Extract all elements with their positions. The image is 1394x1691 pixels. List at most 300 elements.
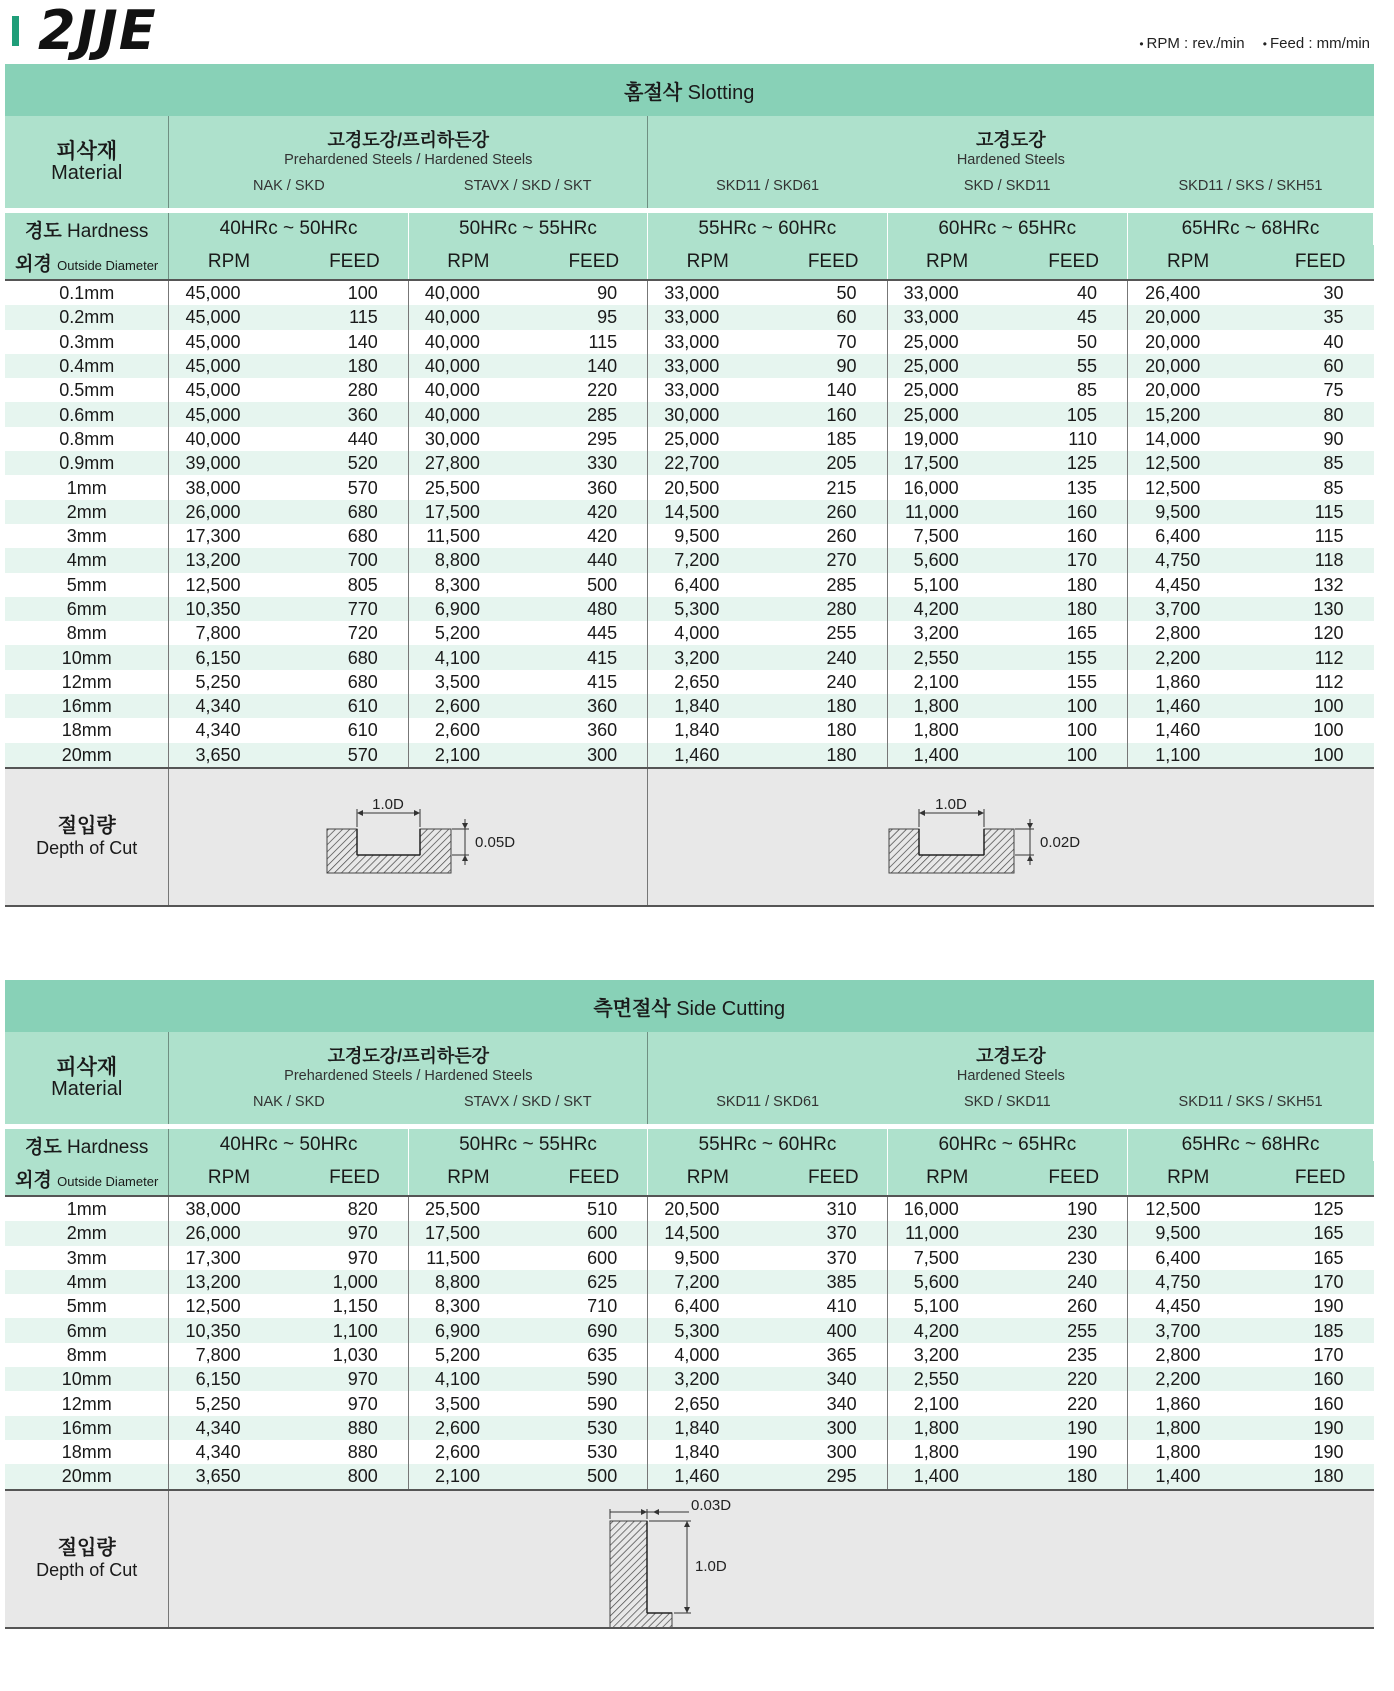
rpm-cell: 9,500 — [1128, 1221, 1249, 1245]
feed-cell: 170 — [1248, 1270, 1373, 1294]
rpm-cell: 12,500 — [1128, 1196, 1249, 1221]
rpm-cell: 4,340 — [169, 1440, 289, 1464]
rpm-cell: 11,500 — [408, 524, 528, 548]
diameter-cell: 6mm — [5, 1318, 169, 1342]
rpm-cell: 40,000 — [408, 280, 528, 305]
rpm-cell: 2,550 — [887, 645, 1007, 669]
hardness-label: 경도 Hardness — [5, 213, 169, 245]
rpm-cell: 2,100 — [408, 743, 528, 768]
hardness-label: 경도 Hardness — [5, 1129, 169, 1161]
diameter-cell: 2mm — [5, 500, 169, 524]
feed-cell: 160 — [1248, 1367, 1373, 1391]
rpm-cell: 40,000 — [408, 402, 528, 426]
feed-cell: 100 — [1007, 694, 1128, 718]
feed-cell: 190 — [1248, 1440, 1373, 1464]
doc-width-label: 0.03D — [691, 1496, 732, 1514]
feed-cell: 625 — [528, 1270, 648, 1294]
feed-cell: 720 — [289, 621, 409, 645]
feed-cell: 40 — [1007, 280, 1128, 305]
rpm-cell: 5,300 — [648, 1318, 768, 1342]
feed-cell: 280 — [289, 378, 409, 402]
rpm-cell: 3,200 — [648, 645, 768, 669]
feed-cell: 680 — [289, 524, 409, 548]
rpm-cell: 38,000 — [169, 475, 289, 499]
diameter-cell: 5mm — [5, 573, 169, 597]
rpm-cell: 40,000 — [408, 305, 528, 329]
feed-cell: 132 — [1248, 573, 1373, 597]
hardness-value: 65HRc ~ 68HRc — [1127, 213, 1373, 245]
table-row — [5, 500, 1374, 524]
rpm-cell: 2,200 — [1127, 645, 1248, 669]
feed-cell: 55 — [1007, 354, 1128, 378]
table-row — [5, 597, 1374, 621]
accent-bar — [12, 16, 19, 46]
feed-cell: 300 — [767, 1416, 887, 1440]
hardness-value: 50HRc ~ 55HRc — [408, 213, 647, 245]
feed-cell: 160 — [1248, 1391, 1373, 1415]
rpm-cell: 30,000 — [408, 427, 528, 451]
rpm-cell: 5,600 — [887, 548, 1007, 572]
feed-cell: 180 — [1248, 1464, 1373, 1489]
material-type: NAK / SKD — [169, 1092, 408, 1124]
rpm-cell: 16,000 — [887, 1196, 1007, 1221]
feed-cell: 370 — [767, 1246, 887, 1270]
rpm-cell: 14,500 — [648, 1221, 768, 1245]
group-prehardened: 고경도강/프리하든강 Prehardened Steels / Hardened Steels — [169, 116, 648, 176]
rpm-cell: 40,000 — [408, 330, 528, 354]
rpm-header: RPM — [169, 245, 289, 280]
feed-cell: 190 — [1007, 1416, 1128, 1440]
rpm-cell: 5,300 — [648, 597, 768, 621]
rpm-cell: 17,500 — [887, 451, 1007, 475]
feed-cell: 85 — [1007, 378, 1128, 402]
rpm-cell: 3,500 — [408, 1391, 528, 1415]
table-row — [5, 548, 1374, 572]
feed-cell: 100 — [1007, 743, 1128, 768]
feed-cell: 190 — [1007, 1196, 1128, 1221]
rpm-cell: 12,500 — [1127, 475, 1248, 499]
feed-cell: 100 — [289, 280, 409, 305]
feed-cell: 255 — [767, 621, 887, 645]
rpm-cell: 4,100 — [408, 645, 528, 669]
rpm-cell: 10,350 — [169, 597, 289, 621]
diameter-cell: 0.9mm — [5, 451, 169, 475]
rpm-cell: 2,100 — [887, 1391, 1007, 1415]
feed-cell: 160 — [767, 402, 887, 426]
table-row — [5, 645, 1374, 669]
feed-cell: 400 — [767, 1318, 887, 1342]
feed-cell: 60 — [767, 305, 887, 329]
rpm-unit: • RPM : rev./min — [1139, 35, 1244, 52]
slot-doc-diagram-2 — [648, 768, 1374, 906]
rpm-cell: 5,100 — [887, 573, 1007, 597]
feed-cell: 85 — [1248, 475, 1373, 499]
rpm-cell: 3,200 — [648, 1367, 768, 1391]
rpm-cell: 40,000 — [408, 378, 528, 402]
feed-cell: 75 — [1248, 378, 1373, 402]
feed-cell: 165 — [1007, 621, 1128, 645]
feed-cell: 230 — [1007, 1221, 1128, 1245]
feed-cell: 285 — [767, 573, 887, 597]
table-row — [5, 280, 1374, 305]
rpm-cell: 16,000 — [887, 475, 1007, 499]
rpm-cell: 5,200 — [408, 621, 528, 645]
hardness-value: 65HRc ~ 68HRc — [1128, 1129, 1374, 1161]
feed-cell: 360 — [289, 402, 409, 426]
feed-cell: 610 — [289, 718, 409, 742]
rpm-cell: 6,900 — [408, 597, 528, 621]
feed-cell: 170 — [1248, 1343, 1373, 1367]
diameter-cell: 1mm — [5, 475, 169, 499]
feed-cell: 970 — [289, 1391, 409, 1415]
rpm-cell: 45,000 — [169, 378, 289, 402]
side-cutting-rows — [5, 1196, 1374, 1490]
feed-cell: 690 — [528, 1318, 648, 1342]
feed-cell: 130 — [1248, 597, 1373, 621]
feed-cell: 420 — [528, 500, 648, 524]
table-row — [5, 743, 1374, 768]
rpm-cell: 13,200 — [169, 548, 289, 572]
feed-cell: 85 — [1248, 451, 1373, 475]
feed-cell: 115 — [1248, 524, 1373, 548]
rpm-cell: 17,300 — [169, 1246, 289, 1270]
feed-cell: 115 — [289, 305, 409, 329]
feed-cell: 35 — [1248, 305, 1373, 329]
feed-cell: 310 — [767, 1196, 887, 1221]
diameter-cell: 6mm — [5, 597, 169, 621]
feed-cell: 300 — [767, 1440, 887, 1464]
table-row — [5, 1343, 1374, 1367]
feed-cell: 1,030 — [289, 1343, 409, 1367]
feed-cell: 680 — [289, 670, 409, 694]
rpm-cell: 17,300 — [169, 524, 289, 548]
feed-cell: 45 — [1007, 305, 1128, 329]
diameter-cell: 4mm — [5, 1270, 169, 1294]
rpm-cell: 1,800 — [1128, 1440, 1249, 1464]
feed-cell: 285 — [528, 402, 648, 426]
rpm-cell: 25,000 — [887, 330, 1007, 354]
rpm-cell: 4,750 — [1128, 1270, 1249, 1294]
rpm-cell: 33,000 — [648, 378, 768, 402]
material-type: SKD / SKD11 — [887, 176, 1127, 208]
table-row — [5, 1221, 1374, 1245]
rpm-cell: 33,000 — [648, 354, 768, 378]
feed-cell: 340 — [767, 1391, 887, 1415]
rpm-cell: 1,860 — [1127, 670, 1248, 694]
rpm-cell: 7,800 — [169, 1343, 289, 1367]
rpm-cell: 2,600 — [408, 1416, 528, 1440]
rpm-cell: 14,500 — [648, 500, 768, 524]
feed-cell: 140 — [528, 354, 648, 378]
rpm-cell: 6,150 — [169, 645, 289, 669]
rpm-header: RPM — [408, 1161, 528, 1196]
feed-cell: 50 — [767, 280, 887, 305]
feed-unit: • Feed : mm/min — [1263, 35, 1370, 52]
rpm-cell: 4,200 — [887, 1318, 1007, 1342]
diameter-cell: 16mm — [5, 1416, 169, 1440]
rpm-header: RPM — [408, 245, 528, 280]
rpm-cell: 33,000 — [648, 305, 768, 329]
table-row — [5, 1367, 1374, 1391]
rpm-cell: 2,100 — [408, 1464, 528, 1489]
table-row — [5, 354, 1374, 378]
rpm-cell: 3,650 — [169, 1464, 289, 1489]
feed-cell: 590 — [528, 1391, 648, 1415]
rpm-header: RPM — [1128, 1161, 1249, 1196]
table-row — [5, 1464, 1374, 1489]
feed-cell: 105 — [1007, 402, 1128, 426]
side-cutting-section — [5, 980, 1374, 1629]
feed-cell: 770 — [289, 597, 409, 621]
table-row — [5, 402, 1374, 426]
material-type: NAK / SKD — [169, 176, 408, 208]
diameter-label: 외경 Outside Diameter — [5, 245, 169, 280]
feed-cell: 180 — [767, 743, 887, 768]
feed-cell: 570 — [289, 475, 409, 499]
feed-cell: 80 — [1248, 402, 1373, 426]
table-row — [5, 305, 1374, 329]
feed-cell: 610 — [289, 694, 409, 718]
rpm-cell: 1,840 — [648, 694, 768, 718]
feed-cell: 635 — [528, 1343, 648, 1367]
feed-cell: 520 — [289, 451, 409, 475]
hardness-value: 50HRc ~ 55HRc — [408, 1129, 647, 1161]
diameter-cell: 10mm — [5, 1367, 169, 1391]
feed-header: FEED — [1007, 1161, 1128, 1196]
rpm-cell: 25,000 — [887, 402, 1007, 426]
rpm-cell: 11,000 — [887, 500, 1007, 524]
table-row — [5, 451, 1374, 475]
feed-cell: 440 — [289, 427, 409, 451]
rpm-cell: 6,150 — [169, 1367, 289, 1391]
rpm-cell: 26,000 — [169, 1221, 289, 1245]
feed-cell: 530 — [528, 1416, 648, 1440]
rpm-cell: 33,000 — [887, 305, 1007, 329]
feed-cell: 500 — [528, 1464, 648, 1489]
feed-cell: 155 — [1007, 670, 1128, 694]
rpm-cell: 2,100 — [887, 670, 1007, 694]
rpm-cell: 2,800 — [1128, 1343, 1249, 1367]
feed-cell: 165 — [1248, 1221, 1373, 1245]
table-row — [5, 524, 1374, 548]
rpm-cell: 1,800 — [887, 1440, 1007, 1464]
rpm-cell: 2,800 — [1127, 621, 1248, 645]
material-type: SKD / SKD11 — [887, 1092, 1127, 1124]
rpm-cell: 1,860 — [1128, 1391, 1249, 1415]
feed-cell: 185 — [1248, 1318, 1373, 1342]
feed-cell: 360 — [528, 718, 648, 742]
feed-cell: 300 — [528, 743, 648, 768]
rpm-cell: 12,500 — [169, 1294, 289, 1318]
rpm-cell: 1,800 — [1128, 1416, 1249, 1440]
feed-cell: 240 — [767, 670, 887, 694]
rpm-cell: 45,000 — [169, 354, 289, 378]
slotting-table — [5, 64, 1374, 907]
table-row — [5, 718, 1374, 742]
feed-cell: 365 — [767, 1343, 887, 1367]
material-type: SKD11 / SKS / SKH51 — [1128, 1092, 1374, 1124]
hardness-value: 40HRc ~ 50HRc — [169, 1129, 408, 1161]
rpm-cell: 11,000 — [887, 1221, 1007, 1245]
rpm-cell: 2,550 — [887, 1367, 1007, 1391]
rpm-cell: 4,450 — [1128, 1294, 1249, 1318]
feed-cell: 445 — [528, 621, 648, 645]
rpm-cell: 27,800 — [408, 451, 528, 475]
feed-cell: 180 — [1007, 1464, 1128, 1489]
feed-cell: 215 — [767, 475, 887, 499]
feed-cell: 112 — [1248, 670, 1373, 694]
group-prehardened: 고경도강/프리하든강 Prehardened Steels / Hardened Steels — [169, 1032, 648, 1092]
rpm-header: RPM — [169, 1161, 289, 1196]
feed-cell: 180 — [289, 354, 409, 378]
feed-cell: 160 — [1007, 500, 1128, 524]
rpm-cell: 6,400 — [1127, 524, 1248, 548]
feed-cell: 1,150 — [289, 1294, 409, 1318]
doc-width-label: 1.0D — [935, 795, 967, 813]
rpm-cell: 4,450 — [1127, 573, 1248, 597]
feed-header: FEED — [1248, 1161, 1373, 1196]
doc-depth-label: 1.0D — [695, 1557, 728, 1575]
rpm-cell: 8,300 — [408, 573, 528, 597]
rpm-cell: 38,000 — [169, 1196, 289, 1221]
feed-cell: 100 — [1248, 743, 1373, 768]
feed-cell: 970 — [289, 1246, 409, 1270]
diameter-cell: 8mm — [5, 1343, 169, 1367]
feed-cell: 220 — [528, 378, 648, 402]
feed-header: FEED — [528, 1161, 648, 1196]
hardness-value: 60HRc ~ 65HRc — [887, 213, 1127, 245]
feed-cell: 180 — [1007, 597, 1128, 621]
feed-cell: 295 — [767, 1464, 887, 1489]
feed-cell: 240 — [1007, 1270, 1128, 1294]
rpm-cell: 1,840 — [648, 1416, 768, 1440]
diameter-cell: 0.6mm — [5, 402, 169, 426]
rpm-cell: 4,100 — [408, 1367, 528, 1391]
feed-cell: 1,000 — [289, 1270, 409, 1294]
rpm-cell: 33,000 — [648, 330, 768, 354]
feed-cell: 295 — [528, 427, 648, 451]
rpm-cell: 13,200 — [169, 1270, 289, 1294]
feed-cell: 115 — [1248, 500, 1373, 524]
rpm-cell: 22,700 — [648, 451, 768, 475]
rpm-cell: 6,900 — [408, 1318, 528, 1342]
rpm-cell: 2,650 — [648, 1391, 768, 1415]
rpm-cell: 6,400 — [1128, 1246, 1249, 1270]
table-row — [5, 694, 1374, 718]
rpm-cell: 40,000 — [169, 427, 289, 451]
slotting-rows — [5, 280, 1374, 768]
rpm-cell: 4,200 — [887, 597, 1007, 621]
feed-cell: 90 — [767, 354, 887, 378]
rpm-cell: 9,500 — [648, 1246, 768, 1270]
rpm-cell: 20,000 — [1127, 354, 1248, 378]
table-row — [5, 621, 1374, 645]
table-row — [5, 1246, 1374, 1270]
doc-depth-label: 0.05D — [475, 833, 516, 851]
rpm-cell: 4,340 — [169, 718, 289, 742]
rpm-cell: 5,250 — [169, 1391, 289, 1415]
rpm-cell: 33,000 — [887, 280, 1007, 305]
material-type: SKD11 / SKD61 — [648, 1092, 887, 1124]
rpm-cell: 45,000 — [169, 402, 289, 426]
rpm-cell: 10,350 — [169, 1318, 289, 1342]
material-label: 피삭재 Material — [5, 1032, 169, 1124]
feed-cell: 90 — [528, 280, 648, 305]
table-row — [5, 1391, 1374, 1415]
diameter-cell: 10mm — [5, 645, 169, 669]
feed-cell: 415 — [528, 670, 648, 694]
feed-cell: 1,100 — [289, 1318, 409, 1342]
feed-header: FEED — [528, 245, 648, 280]
rpm-cell: 4,340 — [169, 1416, 289, 1440]
feed-cell: 255 — [1007, 1318, 1128, 1342]
diameter-cell: 3mm — [5, 524, 169, 548]
rpm-cell: 1,840 — [648, 1440, 768, 1464]
rpm-header: RPM — [1127, 245, 1248, 280]
diameter-cell: 0.4mm — [5, 354, 169, 378]
rpm-cell: 1,800 — [887, 718, 1007, 742]
feed-cell: 330 — [528, 451, 648, 475]
feed-cell: 500 — [528, 573, 648, 597]
feed-cell: 260 — [767, 524, 887, 548]
diameter-cell: 0.5mm — [5, 378, 169, 402]
rpm-cell: 25,500 — [408, 1196, 528, 1221]
rpm-cell: 2,600 — [408, 1440, 528, 1464]
material-type: SKD11 / SKD61 — [648, 176, 887, 208]
rpm-cell: 12,500 — [169, 573, 289, 597]
rpm-cell: 1,800 — [887, 1416, 1007, 1440]
feed-cell: 180 — [767, 694, 887, 718]
feed-header: FEED — [767, 245, 887, 280]
rpm-cell: 25,000 — [887, 354, 1007, 378]
table-row — [5, 573, 1374, 597]
diameter-cell: 2mm — [5, 1221, 169, 1245]
rpm-cell: 4,750 — [1127, 548, 1248, 572]
rpm-cell: 7,800 — [169, 621, 289, 645]
rpm-cell: 5,600 — [887, 1270, 1007, 1294]
rpm-cell: 45,000 — [169, 330, 289, 354]
diameter-cell: 20mm — [5, 743, 169, 768]
diameter-cell: 18mm — [5, 1440, 169, 1464]
rpm-cell: 3,200 — [887, 621, 1007, 645]
feed-cell: 280 — [767, 597, 887, 621]
rpm-header: RPM — [648, 1161, 768, 1196]
feed-cell: 480 — [528, 597, 648, 621]
rpm-cell: 45,000 — [169, 280, 289, 305]
feed-cell: 110 — [1007, 427, 1128, 451]
feed-cell: 190 — [1248, 1416, 1373, 1440]
feed-cell: 95 — [528, 305, 648, 329]
hardness-value: 40HRc ~ 50HRc — [169, 213, 408, 245]
diameter-cell: 0.1mm — [5, 280, 169, 305]
rpm-cell: 25,000 — [648, 427, 768, 451]
feed-cell: 800 — [289, 1464, 409, 1489]
diameter-cell: 5mm — [5, 1294, 169, 1318]
feed-cell: 510 — [528, 1196, 648, 1221]
feed-cell: 530 — [528, 1440, 648, 1464]
feed-cell: 360 — [528, 694, 648, 718]
rpm-cell: 2,600 — [408, 694, 528, 718]
feed-cell: 220 — [1007, 1391, 1128, 1415]
doc-width-label: 1.0D — [372, 795, 405, 813]
feed-cell: 50 — [1007, 330, 1128, 354]
diameter-cell: 3mm — [5, 1246, 169, 1270]
feed-cell: 100 — [1007, 718, 1128, 742]
rpm-cell: 1,400 — [1128, 1464, 1249, 1489]
rpm-header: RPM — [648, 245, 768, 280]
rpm-cell: 5,250 — [169, 670, 289, 694]
feed-cell: 60 — [1248, 354, 1373, 378]
